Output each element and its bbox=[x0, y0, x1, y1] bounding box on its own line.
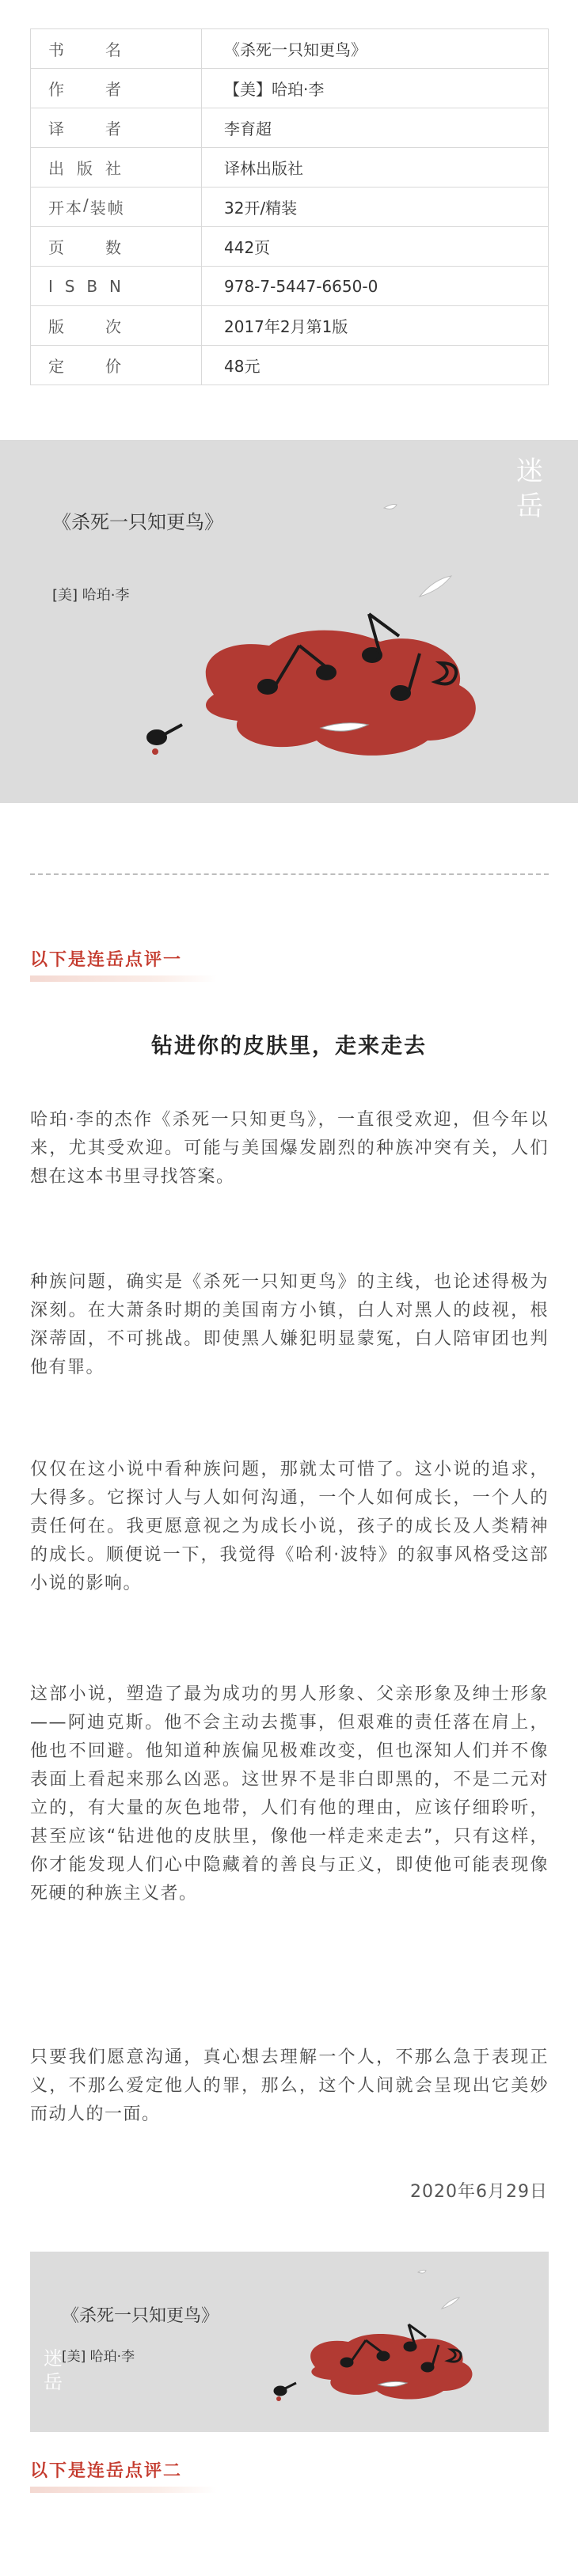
info-row-isbn bbox=[31, 267, 549, 306]
info-key: 译 者 bbox=[31, 108, 202, 148]
banner-title: 《杀死一只知更鸟》 bbox=[62, 2306, 219, 2326]
info-value: 《杀死一只知更鸟》 bbox=[202, 29, 549, 69]
info-value: 李育超 bbox=[202, 108, 549, 148]
section-header-underline bbox=[30, 975, 217, 982]
blood-drop bbox=[276, 2396, 281, 2401]
info-value: 【美】哈珀·李 bbox=[202, 69, 549, 108]
banner-seal: 迷岳 bbox=[44, 2347, 63, 2393]
article-paragraph: 哈珀·李的杰作《杀死一只知更鸟》，一直很受欢迎，但今年以来，尤其受欢迎。可能与美国爆发剧烈的种族冲突有关，人们想在这本书里寻找答案。 bbox=[30, 1110, 549, 1187]
blood-notes-illustration bbox=[119, 503, 562, 788]
article-title: 钻进你的皮肤里，走来走去 bbox=[151, 1034, 427, 1059]
section-header-text: 以下是连岳点评二 bbox=[30, 2461, 183, 2481]
info-key: 页 数 bbox=[31, 227, 202, 267]
info-key: I S B N bbox=[31, 267, 202, 306]
banner-seal: 迷岳 bbox=[516, 456, 543, 522]
info-value: 978-7-5447-6650-0 bbox=[202, 267, 549, 306]
banner-title: 《杀死一只知更鸟》 bbox=[52, 511, 223, 533]
book-cover-banner bbox=[0, 440, 578, 803]
info-value: 32开/精装 bbox=[202, 188, 549, 227]
section-header-underline bbox=[30, 2487, 217, 2493]
book-cover-banner-small bbox=[30, 2252, 549, 2432]
info-row-pages bbox=[31, 227, 549, 267]
blood-drop bbox=[152, 748, 158, 755]
section-header-1 bbox=[30, 946, 217, 978]
info-value: 442页 bbox=[202, 227, 549, 267]
section-header-2 bbox=[30, 2457, 217, 2489]
blood-pool bbox=[206, 631, 476, 756]
blood-notes-illustration bbox=[260, 2267, 529, 2418]
dashed-divider bbox=[30, 873, 549, 875]
info-row-publisher bbox=[31, 148, 549, 188]
article-date: 2020年6月29日 bbox=[410, 2182, 548, 2202]
feather-icon bbox=[384, 505, 397, 510]
info-row-translator bbox=[31, 108, 549, 148]
info-key: 开 本 / 装 帧 bbox=[31, 188, 202, 227]
info-value: 译林出版社 bbox=[202, 148, 549, 188]
info-value: 2017年2月第1版 bbox=[202, 306, 549, 346]
info-key: 作 者 bbox=[31, 69, 202, 108]
article-paragraph: 种族问题，确实是《杀死一只知更鸟》的主线，也论述得极为深刻。在大萧条时期的美国南方小镇，白人对黑人的歧视，根深蒂固，不可挑战。即使黑人嫌犯明显蒙冤，白人陪审团也判他有罪。 bbox=[30, 1272, 549, 1377]
banner-author: [美] 哈珀·李 bbox=[52, 587, 130, 604]
feather-icon bbox=[442, 2298, 459, 2309]
info-key: 定 价 bbox=[31, 346, 202, 385]
info-row-format bbox=[31, 188, 549, 227]
info-row-edition bbox=[31, 306, 549, 346]
info-key: 出 版 社 bbox=[31, 148, 202, 188]
banner-author: [美] 哈珀·李 bbox=[62, 2349, 135, 2365]
info-row-author bbox=[31, 69, 549, 108]
info-key: 书 名 bbox=[31, 29, 202, 69]
article-paragraph: 这部小说，塑造了最为成功的男人形象、父亲形象及绅士形象——阿迪克斯。他不会主动去揽事，但艰难的责任落在肩上，他也不回避。他知道种族偏见极难改变，但也深知人们并不像表面上看起来那么凶恶。这世界不是非白即黑的，不是二元对立的，有大量的灰色地带，人们有他的理由，应该仔细聆听，甚至应该“钻进他的皮肤里，像他一样走来走去”，只有这样，你才能发现人们心中隐藏着的善良与正义，即使他可能表现像死硬的种族主义者。 bbox=[30, 1684, 549, 1904]
info-row-price bbox=[31, 346, 549, 385]
feather-icon bbox=[420, 576, 451, 597]
book-info-table bbox=[30, 28, 549, 385]
section-header-text: 以下是连岳点评一 bbox=[30, 950, 183, 970]
info-key: 版 次 bbox=[31, 306, 202, 346]
article-paragraph: 只要我们愿意沟通，真心想去理解一个人，不那么急于表现正义，不那么爱定他人的罪，那么，这个人间就会呈现出它美妙而动人的一面。 bbox=[30, 2048, 549, 2124]
feather-icon bbox=[418, 2270, 426, 2273]
info-value: 48元 bbox=[202, 346, 549, 385]
article-paragraph: 仅仅在这小说中看种族问题，那就太可惜了。这小说的追求，大得多。它探讨人与人如何沟通，一个人如何成长，一个人的责任何在。我更愿意视之为成长小说，孩子的成长及人类精神的成长。顺便说一下，我觉得《哈利·波特》的叙事风格受这部小说的影响。 bbox=[30, 1460, 549, 1593]
info-row-title bbox=[31, 29, 549, 69]
blood-pool bbox=[310, 2334, 472, 2400]
